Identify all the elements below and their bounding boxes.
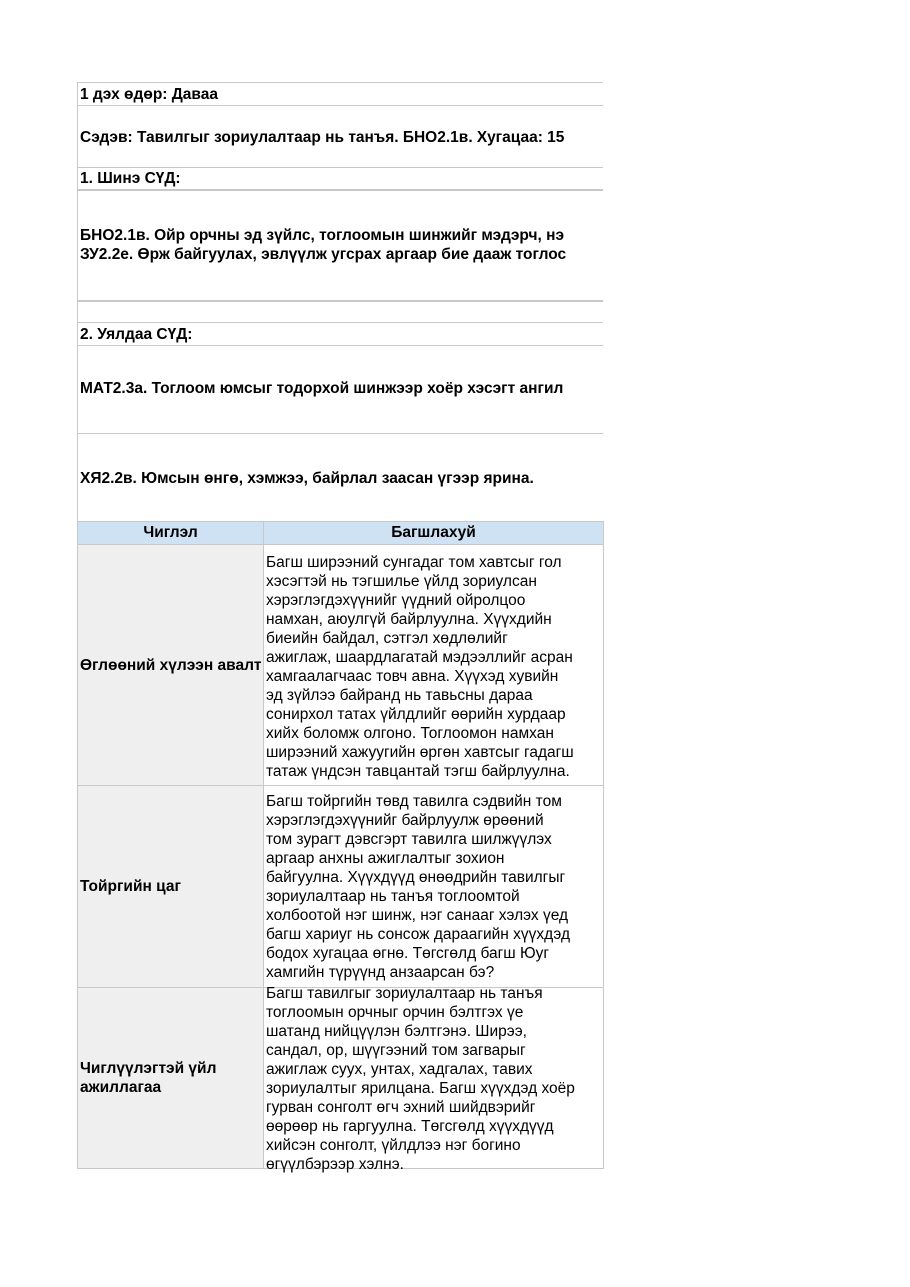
text-line: хамгаалагчаас товч авна. Хүүхэд хувийн (266, 668, 559, 685)
text-line: багш хариуг нь сонсож дараагийн хүүхдэд (266, 926, 571, 943)
direction-cell: Тойргийн цаг (78, 786, 264, 988)
text-line: ширээний хажуугийн өргөн хавтсыг гадагш (266, 744, 574, 761)
text-line: хэрэглэгдэхүүнийг үүдний ойролцоо (266, 592, 526, 609)
related-sud-title: 2. Уялдаа СҮД: (80, 326, 193, 343)
text-line: байгуулна. Хүүхдүүд өнөөдрийн тавилгыг (266, 869, 566, 886)
text-line: хамгийн түрүүнд анзаарсан бэ? (266, 964, 495, 981)
text-line: намхан, аюулгүй байрлуулна. Хүүхдийн (266, 611, 552, 628)
text-line: шатанд нийцүүлэн бэлтгэнэ. Ширээ, (266, 1023, 527, 1040)
text-line: зориулалтыг ярилцана. Багш хүүхдэд хоёр (266, 1080, 575, 1097)
text-line: хэсэгтэй нь тэгшилье үйлд зориулсан (266, 573, 537, 590)
teaching-cell (264, 985, 604, 1173)
text-line: өөрөөр нь гаргуулна. Төгсгөлд хүүхдүүд (266, 1118, 554, 1135)
topic-row (77, 105, 603, 167)
text-line: Багш ширээний сунгадаг том хавтсыг гол (266, 554, 562, 571)
related-sud-line-2: ХЯ2.2в. Юмсын өнгө, хэмжээ, байрлал заасан үгээр ярина. (80, 470, 534, 487)
text-line: тоглоомын орчныг орчин бэлтгэх үе (266, 1004, 524, 1021)
text-line: бодох хугацаа өгнө. Төгсгөлд багш Юуг (266, 945, 550, 962)
table-row (78, 786, 604, 988)
text-line: өгүүлбэрээр хэлнэ. (266, 1156, 404, 1173)
blank-row (77, 300, 603, 322)
text-line: гурван сонголт өгч эхний шийдвэрийг (266, 1099, 536, 1116)
teaching-cell (264, 786, 604, 988)
activity-table (77, 521, 603, 1173)
text-line: ажиглаж суух, унтах, хадгалах, тавих (266, 1061, 533, 1078)
text-line: татаж үндсэн тавцантай тэгш байрлуулна. (266, 763, 570, 780)
text-line: ажиглаж, шаардлагатай мэдээллийг асран (266, 649, 573, 666)
text-line: том зурагт дэвсгэрт тавилга шилжүүлэх (266, 831, 552, 848)
column-header-direction: Чиглэл (78, 522, 264, 545)
text-line: биеийн байдал, сэтгэл хөдлөлийг (266, 630, 508, 647)
related-row-1 (77, 345, 603, 433)
direction-cell: Чиглүүлэгтэй үйл ажиллагаа (78, 988, 264, 1169)
table-header-row (78, 522, 604, 545)
related-row-2 (77, 433, 603, 521)
text-line: хийсэн сонголт, үйлдлээ нэг богино (266, 1137, 521, 1154)
text-line: Багш тавилгыг зориулалтаар нь танъя (266, 985, 543, 1002)
text-line: сонирхол татах үйлдлийг өөрийн хурдаар (266, 706, 566, 723)
lesson-header (77, 82, 603, 521)
column-header-teaching: Багшлахуй (264, 522, 604, 545)
related-title-row (77, 322, 603, 345)
day-row (77, 82, 603, 105)
text-line: сандал, ор, шүүгээний том загварыг (266, 1042, 526, 1059)
related-sud-line-1: МАТ2.3а. Тоглоом юмсыг тодорхой шинжээр хоёр хэсэгт ангил (80, 380, 564, 397)
new-sud-title: 1. Шинэ СҮД: (80, 170, 181, 187)
text-line: хэрэглэгдэхүүнийг байрлуулж өрөөний (266, 812, 544, 829)
text-line: Багш тойргийн төвд тавилга сэдвийн том (266, 793, 562, 810)
new-sud-line-2: ЗУ2.2е. Өрж байгуулах, эвлүүлж угсрах аргаар бие дааж тоглос (80, 246, 567, 263)
text-line: аргаар анхны ажиглалтыг зохион (266, 850, 505, 867)
new-sud-title-row (77, 167, 603, 189)
text-line: эд зүйлээ байранд нь тавьсны дараа (266, 687, 533, 704)
direction-cell: Өглөөний хүлээн авалт (78, 545, 264, 786)
table-row (78, 545, 604, 786)
text-line: хийх боломж олгоно. Тоглоомон намхан (266, 725, 554, 742)
text-line: зориулалтаар нь танъя тоглоомтой (266, 888, 520, 905)
day-label: 1 дэх өдөр: Даваа (80, 86, 218, 103)
teaching-cell (264, 545, 604, 786)
table-row (78, 988, 604, 1169)
text-line: холбоотой нэг шинж, нэг санааг хэлэх үед (266, 907, 569, 924)
topic-label: Сэдэв: Тавилгыг зориулалтаар нь танъя. БНО2.1в. Хугацаа: 15 (80, 129, 565, 146)
new-sud-row (77, 189, 603, 300)
new-sud-line-1: БНО2.1в. Ойр орчны эд зүйлс, тоглоомын шинжийг мэдэрч, нэ (80, 227, 565, 244)
